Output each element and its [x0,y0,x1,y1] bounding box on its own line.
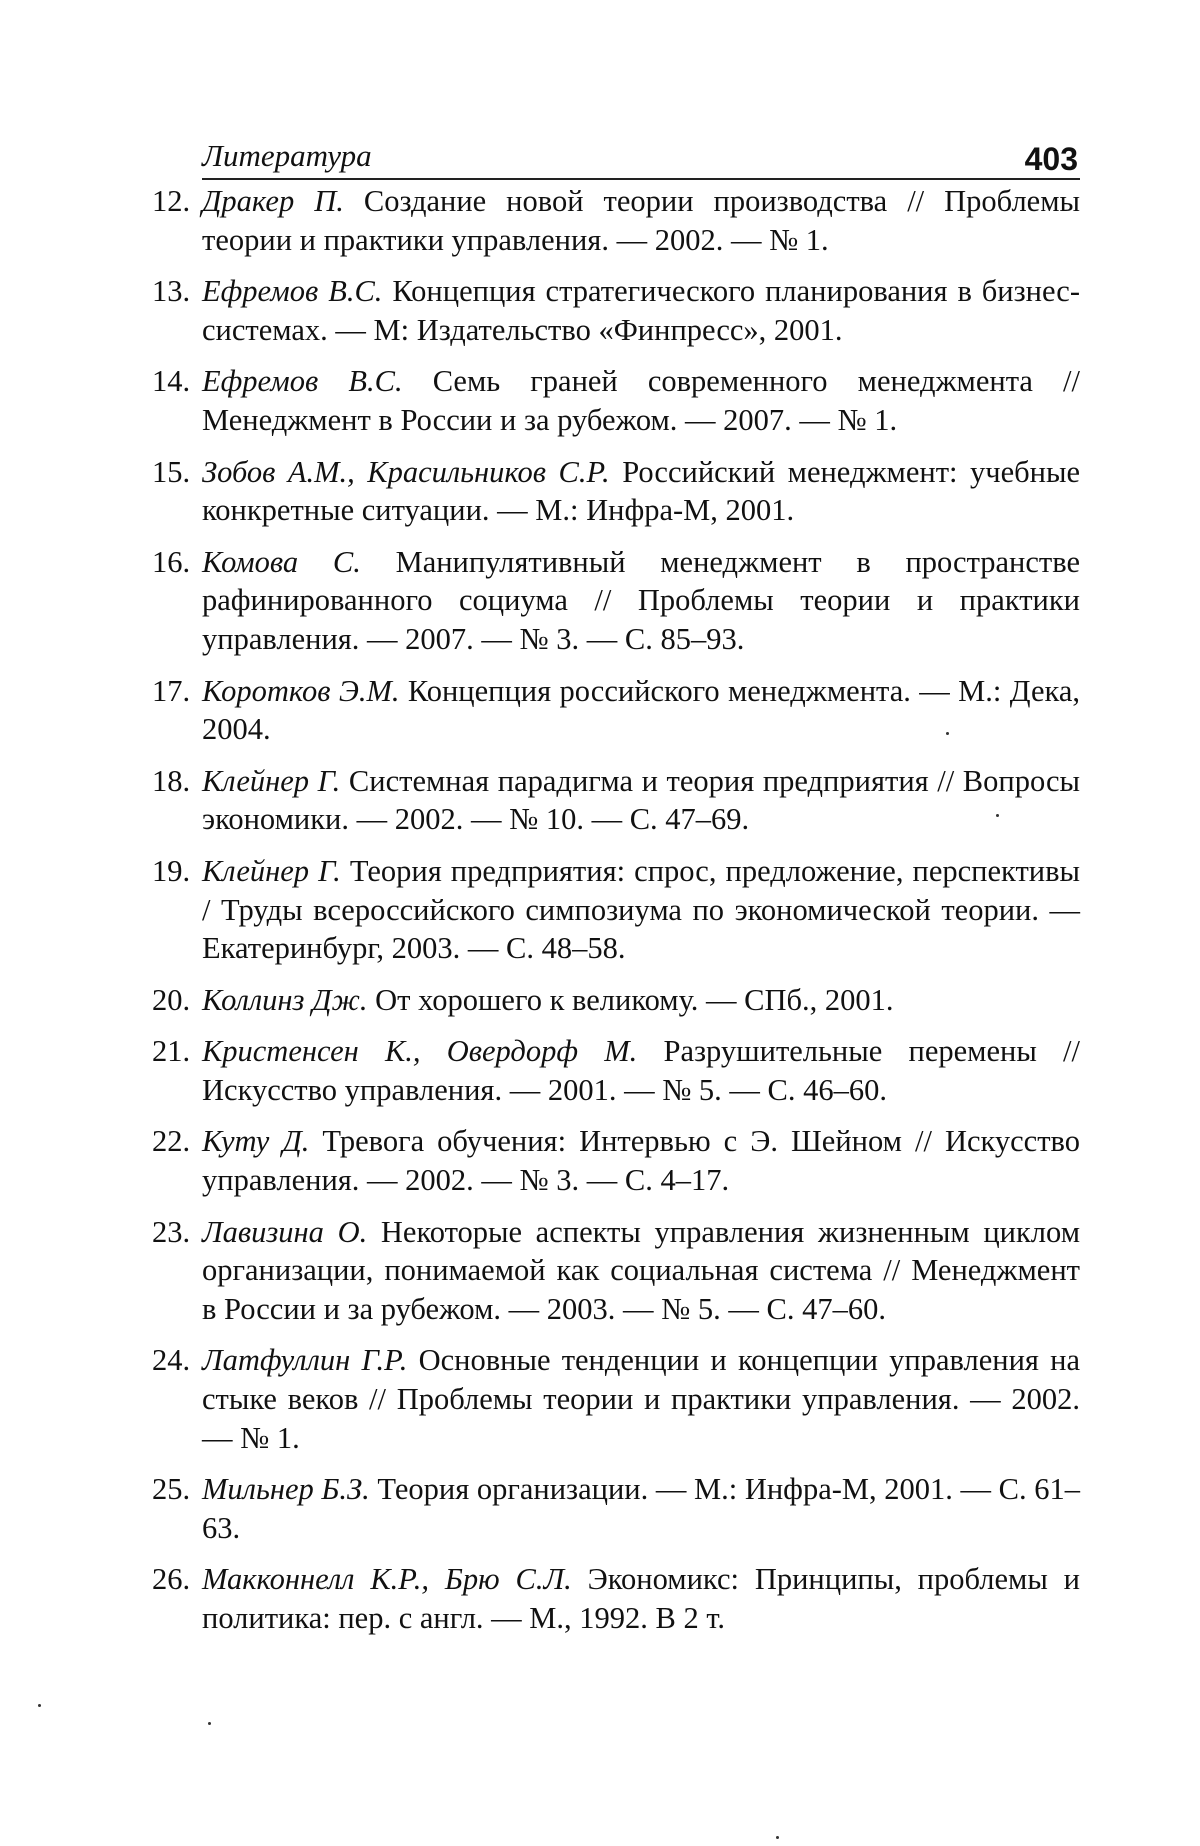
reference-item [152,1122,1080,1199]
reference-number: 26. [152,1562,191,1597]
reference-author: Ефремов В.С. [202,274,383,309]
reference-number: 24. [152,1343,191,1378]
reference-number: 25. [152,1472,191,1507]
reference-list [152,182,1080,1651]
scan-speck [208,1722,211,1725]
reference-author: Куту Д. [202,1124,310,1159]
reference-text: Экономикс: Принципы, проблемы и политика: пер. с англ. — М., 1992. В 2 т. [202,1562,1080,1635]
reference-text: Концепция стратегического планирования в бизнес-системах. — М: Издательство «Финпресс», 2001. [202,274,1080,347]
reference-item [152,1560,1080,1637]
reference-text: Российский менеджмент: учебные конкретные ситуации. — М.: Инфра-М, 2001. [202,454,1081,528]
reference-author: Ефремов В.С. [202,364,403,399]
reference-text: Манипулятивный менеджмент в пространстве рафинированного социума // Проблемы теории и практики управления. — 2007. — № 3. — С. 85–93. [202,544,1081,656]
reference-author: Коллинз Дж. [202,982,368,1017]
reference-number: 14. [152,364,191,399]
reference-author: Кристенсен К., Овердорф М. [202,1034,638,1069]
reference-text: Концепция российского менеджмента. — М.: Дека, 2004. [202,673,1081,747]
scan-speck [776,1836,779,1839]
reference-text: Создание новой теории производства // Проблемы теории и практики управления. — 2002. — № 1. [202,184,1080,257]
scan-speck [38,1704,41,1707]
reference-number: 17. [152,673,191,708]
reference-author: Клейнер Г. [202,853,341,888]
reference-text: От хорошего к великому. — СПб., 2001. [375,982,894,1017]
reference-text: Семь граней современного менеджмента // Менеджмент в России и за рубежом. — 2007. — № 1. [202,364,1080,437]
reference-item [152,1470,1080,1547]
reference-item [152,762,1080,839]
reference-number: 23. [152,1214,191,1249]
scan-speck [996,814,999,817]
reference-item [152,1213,1080,1329]
reference-number: 12. [152,184,191,218]
reference-number: 21. [152,1034,191,1069]
reference-author: Мильнер Б.З. [202,1472,370,1507]
reference-text: Системная парадигма и теория предприятия // Вопросы экономики. — 2002. — № 10. — С. 47–69. [202,763,1081,837]
page-header [202,128,1080,180]
reference-text: Основные тенденции и концепции управления на стыке веков // Проблемы теории и практики управления. — 2002. — № 1. [202,1343,1081,1455]
reference-author: Макконнелл К.Р., Брю С.Л. [202,1562,572,1597]
scan-speck [946,732,949,735]
reference-author: Зобов А.М., Красильников С.Р. [202,454,610,489]
reference-author: Коротков Э.М. [202,673,400,708]
reference-item [152,852,1080,968]
reference-item [152,1032,1080,1109]
reference-number: 22. [152,1124,191,1159]
reference-author: Клейнер Г. [202,763,341,798]
reference-text: Некоторые аспекты управления жизненным циклом организации, понимаемой как социальная система // Менеджмент в России и за рубежом. — 2003. — № 5. — С. 47–60. [202,1214,1080,1326]
reference-item [152,272,1080,349]
reference-item [152,981,1080,1020]
reference-item [152,453,1080,530]
reference-number: 16. [152,544,191,579]
reference-number: 20. [152,982,191,1017]
reference-author: Комова С. [202,544,361,579]
reference-item [152,1341,1080,1457]
reference-author: Лавизина О. [202,1214,368,1249]
reference-number: 19. [152,853,191,888]
reference-text: Тревога обучения: Интервью с Э. Шейном // Искусство управления. — 2002. — № 3. — С. 4–17. [202,1124,1080,1198]
reference-number: 18. [152,763,191,798]
reference-text: Теория предприятия: спрос, предложение, перспективы / Труды всероссийского симпозиума по экономической теории. — Екатеринбург, 2003. — С. 48–58. [202,853,1081,966]
reference-author: Дракер П. [202,184,344,218]
reference-item [152,543,1080,659]
reference-text: Разрушительные перемены // Искусство управления. — 2001. — № 5. — С. 46–60. [202,1034,1080,1107]
running-title: Литература [202,138,372,173]
reference-number: 15. [152,454,191,489]
reference-item [152,182,1080,259]
reference-author: Латфуллин Г.Р. [202,1343,408,1378]
reference-text: Теория организации. — М.: Инфра-М, 2001. — С. 61–63. [202,1472,1080,1545]
page-number: 403 [1024,141,1078,177]
reference-item [152,362,1080,439]
reference-number: 13. [152,274,191,309]
reference-item [152,672,1080,749]
